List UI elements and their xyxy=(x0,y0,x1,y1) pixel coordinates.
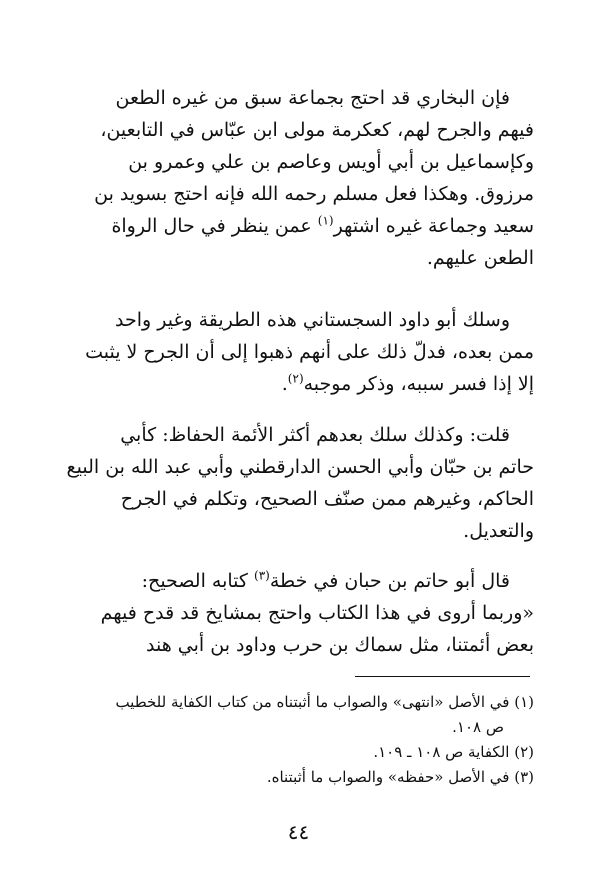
text-line xyxy=(64,210,534,242)
footnote-ref-1: (١) xyxy=(317,213,334,228)
footnote-ref-2: (٢) xyxy=(287,371,304,386)
text-line: مرزوق. وهكذا فعل مسلم رحمه الله فإنه احتج بسويد بن xyxy=(94,183,534,205)
text-segment: كتابه الصحيح: xyxy=(141,570,254,592)
text-line: الطعن عليهم. xyxy=(426,247,534,269)
footnote-2: (٢) الكفاية ص ١٠٨ ـ ١٠٩. xyxy=(373,743,534,761)
text-line: الحاكم، وغيرهم ممن صنّف الصحيح، وتكلم في الجرح xyxy=(120,488,534,510)
footnote-1-continued: ص ١٠٨. xyxy=(452,718,504,736)
text-line: بعض أئمتنا، مثل سماك بن حرب وداود بن أبي هند xyxy=(146,634,534,656)
text-line xyxy=(64,565,534,597)
footnotes xyxy=(64,690,534,790)
paragraph-3 xyxy=(64,419,534,547)
text-line: قلت: وكذلك سلك بعدهم أكثر الأئمة الحفاظ: كأبي xyxy=(120,424,510,446)
text-line: «وربما أروى في هذا الكتاب واحتج بمشايخ قد قدح فيهم xyxy=(100,602,534,624)
footnote-1: (١) في الأصل «انتهى» والصواب ما أثبتناه من كتاب الكفاية للخطيب xyxy=(115,693,534,711)
text-line: والتعديل. xyxy=(463,520,534,542)
page-number: ٤٤ xyxy=(287,820,310,844)
text-segment: . xyxy=(281,373,288,395)
footnote-ref-3: (٣) xyxy=(254,568,270,583)
text-segment: عمن ينظر في حال الرواة xyxy=(111,215,318,237)
text-line: ممن بعده، فدلّ ذلك على أنهم ذهبوا إلى أن الجرح لا يثبت xyxy=(85,341,534,363)
paragraph-1 xyxy=(64,82,534,274)
footnote-separator xyxy=(355,676,530,677)
paragraph-4 xyxy=(64,565,534,661)
text-line xyxy=(64,368,534,400)
text-line: حاتم بن حبّان وأبي الحسن الدارقطني وأبي عبد الله بن البيع xyxy=(66,456,534,478)
text-segment: إلا إذا فسر سببه، وذكر موجبه xyxy=(303,373,534,395)
text-line: وسلك أبو داود السجستاني هذه الطريقة وغير واحد xyxy=(115,309,510,331)
text-line: فإن البخاري قد احتج بجماعة سبق من غيره الطعن xyxy=(115,87,510,109)
text-line: فيهم والجرح لهم، كعكرمة مولى ابن عبّاس في التابعين، xyxy=(100,119,534,141)
paragraph-2 xyxy=(64,304,534,400)
text-line: وكإسماعيل بن أبي أويس وعاصم بن علي وعمرو بن xyxy=(128,151,534,173)
footnote-3: (٣) في الأصل «حفظه» والصواب ما أثبتناه. xyxy=(266,768,534,786)
text-segment: قال أبو حاتم بن حبان في خطة xyxy=(269,570,510,592)
text-segment: سعيد وجماعة غيره اشتهر xyxy=(333,215,534,237)
